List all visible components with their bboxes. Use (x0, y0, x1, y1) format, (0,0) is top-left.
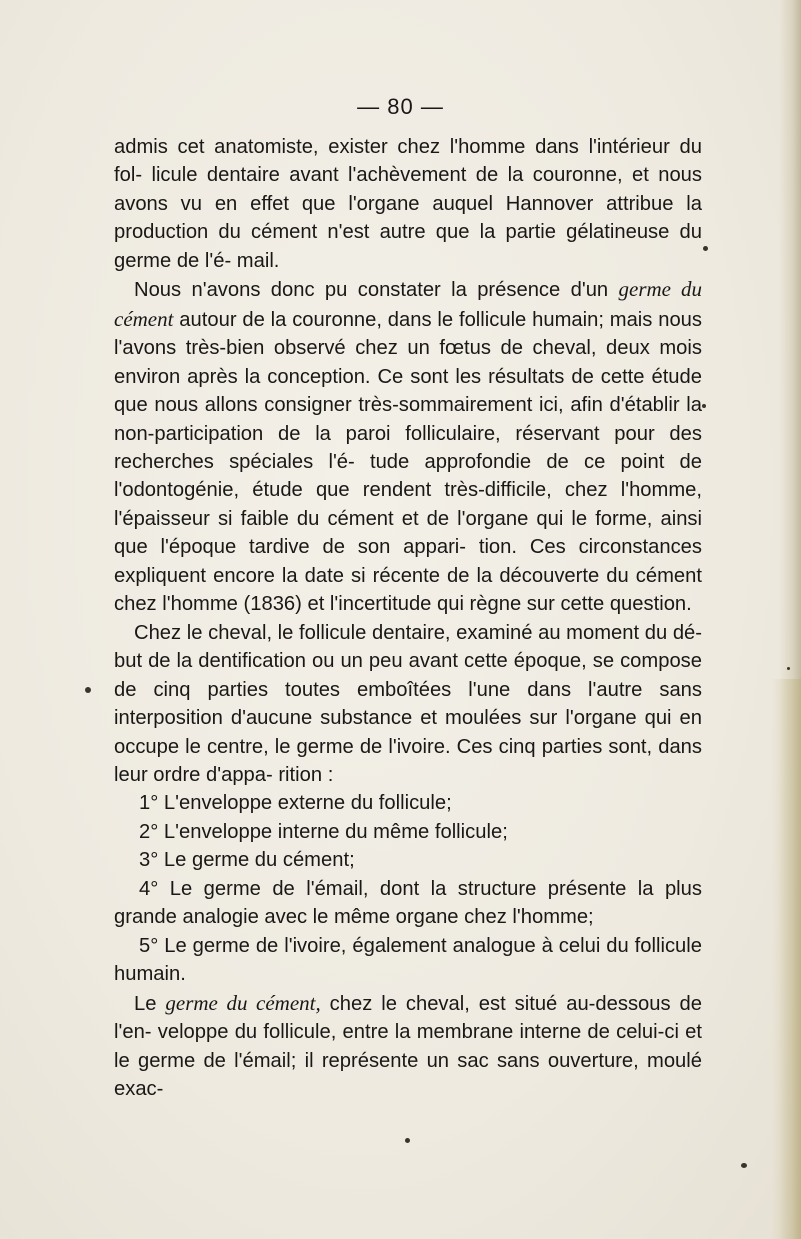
list-item: 4° Le germe de l'émail, dont la structure présente la plus grande analogie avec le même organe chez l'homme; (114, 877, 702, 929)
paragraph-2-rest: autour de la couronne, dans le follicule humain; mais nous l'avons très-bien observé chez un fœtus de cheval, deux mois environ après la conception. Ce sont les résultats de cette étude que nous allons consigner très-sommairement ici, afin d'établir la non-participation de la paroi folliculaire, réservant pour des recherches spéciales l'é- tude approfondie de ce point de l'odontogénie, étude que rendent très-difficile, chez l'homme, l'épaisseur si faible du cément et de l'organe qui le forme, ainsi que l'époque tardive de son appari- tion. Ces circonstances expliquent encore la date si récente de la découverte du cément chez l'homme (1836) et l'incertitude qui règne sur cette question. (114, 308, 702, 616)
paragraph-4-italic-term: germe du cément, (165, 990, 321, 1015)
list-item: 3° Le germe du cément; (139, 849, 355, 872)
paragraph-4 (114, 989, 702, 1104)
paragraph-1: admis cet anatomiste, exister chez l'homme dans l'intérieur du fol- licule dentaire avant l'achèvement de la couronne, et nous avons vu en effet que l'organe auquel Hannover attribue la production du cément n'est autre que la partie gélatineuse du germe de l'é- mail. (114, 136, 702, 272)
paragraph-2 (114, 275, 702, 618)
paragraph-4-rest: chez le cheval, est situé au-dessous de l'en- veloppe du follicule, entre la membrane interne de celui-ci et le germe de l'émail; il représente un sac sans ouverture, moulé exac- (114, 992, 702, 1100)
scan-speck (741, 1163, 747, 1168)
list-item: 1° L'enveloppe externe du follicule; (139, 792, 452, 815)
scan-speck (85, 687, 91, 693)
paragraph-2-start: Nous n'avons donc pu constater la présence d'un (134, 279, 619, 302)
list-item: 2° L'enveloppe interne du même follicule; (139, 820, 508, 843)
list-item: 5° Le germe de l'ivoire, également analogue à celui du follicule humain. (114, 934, 702, 986)
body-text (114, 133, 702, 1103)
paragraph-3: Chez le cheval, le follicule dentaire, examiné au moment du dé- but de la dentification ou un peu avant cette époque, se compose de cinq parties toutes emboîtées l'une dans l'autre sans interposition d'aucune substance et moulées sur l'organe qui en occupe le centre, le germe de l'ivoire. Ces cinq parties sont, dans leur ordre d'appa- rition : (114, 621, 702, 786)
paragraph-2-italic-term: germe du cément (114, 277, 702, 331)
paragraph-4-start: Le (134, 992, 166, 1015)
scan-speck (703, 246, 708, 251)
scan-speck (702, 404, 706, 408)
page-number: — 80 — (357, 94, 444, 119)
scan-speck (787, 667, 790, 670)
page-edge-stain (771, 679, 801, 1239)
scan-speck (405, 1138, 410, 1143)
